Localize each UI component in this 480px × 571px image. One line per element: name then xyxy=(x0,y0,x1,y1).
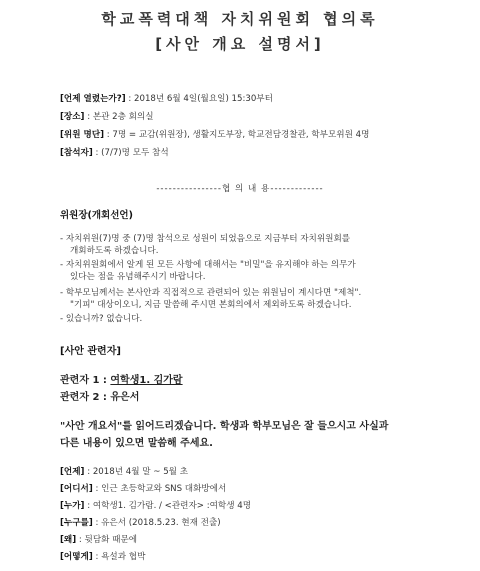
summary-why-label: [왜] xyxy=(60,535,77,545)
summary-where-value: : 인근 초등학교와 SNS 대화방에서 xyxy=(92,484,227,494)
chair-heading: 위원장(개회선언) xyxy=(60,210,133,221)
summary-whom-value: : 유은서 (2018.5.23. 현재 전출) xyxy=(92,518,221,528)
party-1 xyxy=(60,375,183,387)
summary-when xyxy=(60,466,188,478)
parties-heading: [사안 관련자] xyxy=(60,346,121,357)
summary-how xyxy=(60,551,145,563)
meeting-place xyxy=(60,111,154,123)
meeting-place-label: [장소] xyxy=(60,112,85,122)
party-1-label: 관련자 1 : xyxy=(60,375,111,386)
party-1-value: 여학생1. 김가람 xyxy=(110,375,183,386)
reading-line: 다른 내용이 있으면 말씀해 주세요. xyxy=(60,438,213,449)
document-title: 학교폭력대책 자치위원회 협의록 xyxy=(101,10,379,28)
summary-where-label: [어디서] xyxy=(60,484,93,494)
summary-how-label: [어떻게] xyxy=(60,552,93,562)
meeting-attendees-value: : (7/7)명 모두 참석 xyxy=(92,148,169,158)
party-2 xyxy=(60,392,139,404)
statement-line: - 자치위원회에서 알게 된 모든 사항에 대해서는 "비밀"을 유지해야 하는 의무가 xyxy=(60,260,356,270)
document-subtitle: [사안 개요 설명서] xyxy=(155,35,325,53)
statement-line: - 자치위원(7)명 중 (7)명 참석으로 성원이 되었음으로 지금부터 자치위원회를 xyxy=(60,234,351,244)
meeting-when-value: : 2018년 6월 4일(월요일) 15:30부터 xyxy=(125,94,273,104)
meeting-members xyxy=(60,129,369,141)
statement-line: "기피" 대상이오니, 지금 말씀해 주시면 본회의에서 제외하도록 하겠습니다. xyxy=(70,300,352,310)
meeting-members-value: : 7명 = 교감(위원장), 생활지도부장, 학교전담경찰관, 학부모위원 4명 xyxy=(104,130,370,140)
party-2-value: 유은서 xyxy=(110,392,140,403)
statement-line: - 있습니까? 없습니다. xyxy=(60,314,143,324)
reading-line: "사안 개요서"를 읽어드리겠습니다. 학생과 학부모님은 잘 들으시고 사실과 xyxy=(60,421,389,432)
summary-who xyxy=(60,500,251,512)
summary-whom xyxy=(60,517,221,529)
summary-why-value: : 뒷담화 때문에 xyxy=(76,535,138,545)
section-divider: ----------------협 의 내 용------------- xyxy=(156,184,324,194)
summary-when-label: [언제] xyxy=(60,467,85,477)
meeting-attendees-label: [참석자] xyxy=(60,148,93,158)
summary-how-value: : 욕설과 협박 xyxy=(92,552,146,562)
party-2-label: 관련자 2 : xyxy=(60,392,111,403)
statement-line: - 학부모님께서는 본사안과 직접적으로 관련되어 있는 위원님이 계시다면 "제척". xyxy=(60,288,362,298)
statement-line: 개회하도록 하겠습니다. xyxy=(70,246,159,256)
summary-why xyxy=(60,534,137,546)
meeting-place-value: : 본관 2층 회의실 xyxy=(84,112,154,122)
summary-when-value: : 2018년 4월 말 ~ 5월 초 xyxy=(84,467,189,477)
meeting-attendees xyxy=(60,147,169,159)
meeting-when xyxy=(60,93,273,105)
meeting-members-label: [위원 명단] xyxy=(60,130,105,140)
meeting-when-label: [언제 열렸는가?] xyxy=(60,94,126,104)
summary-who-value: : 여학생1. 김가람. / <관련자> :여학생 4명 xyxy=(84,501,251,511)
summary-whom-label: [누구를] xyxy=(60,518,93,528)
statement-line: 있다는 점을 유념해주시기 바랍니다. xyxy=(70,272,206,282)
summary-where xyxy=(60,483,226,495)
summary-who-label: [누가] xyxy=(60,501,85,511)
